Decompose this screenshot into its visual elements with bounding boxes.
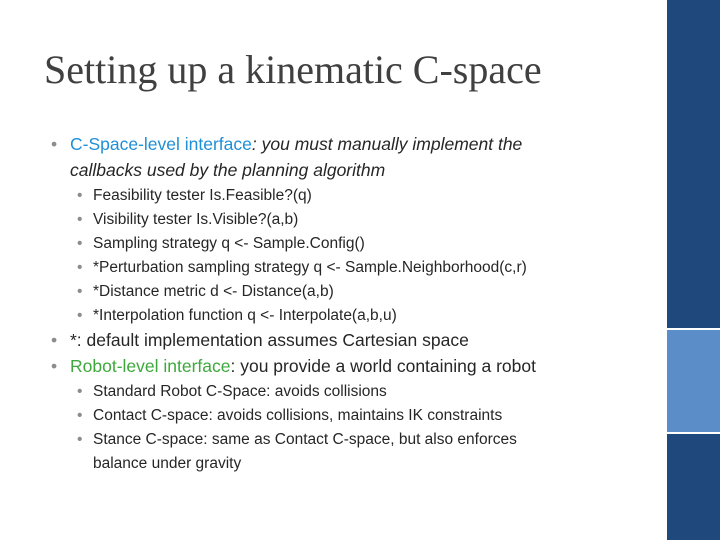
sub-bullet: • Feasibility tester Is.Feasible?(q): [93, 184, 312, 208]
bullet-dot: •: [51, 356, 58, 376]
bullet-dot: •: [51, 330, 58, 350]
bullet-continuation: callbacks used by the planning algorithm: [70, 160, 386, 180]
bullet-text: *: default implementation assumes Cartesian space: [70, 330, 469, 350]
bullet-dot: •: [77, 259, 83, 276]
sub-bullet-continuation: balance under gravity: [93, 455, 242, 472]
bullet-dot: •: [77, 383, 83, 400]
bullet-dot: •: [77, 283, 83, 300]
sub-bullet: • *Perturbation sampling strategy q <- Sample.Neighborhood(c,r): [93, 256, 527, 280]
bullet-default-impl: [51, 328, 469, 352]
sub-bullet: • Sampling strategy q <- Sample.Config(): [93, 232, 365, 256]
side-bar-divider: [667, 432, 720, 434]
bullet-dot: •: [77, 211, 83, 228]
side-bar-top: [667, 0, 720, 328]
bullet-lead: Robot-level interface: [70, 356, 231, 376]
bullet-robot-interface: [51, 354, 536, 378]
bullet-text: : you provide a world containing a robot: [230, 356, 536, 376]
slide-title: Setting up a kinematic C-space: [44, 47, 542, 92]
bullet-dot: •: [77, 235, 83, 252]
bullet-dot: •: [77, 407, 83, 424]
side-bar-middle: [667, 330, 720, 432]
sub-bullet: • Contact C-space: avoids collisions, maintains IK constraints: [93, 404, 502, 428]
side-bar-divider: [667, 328, 720, 330]
bullet-dot: •: [51, 134, 58, 154]
sub-bullet: • Stance C-space: same as Contact C-space, but also enforces: [93, 428, 517, 452]
bullet-lead: C-Space-level interface: [70, 134, 252, 154]
sub-bullet: • *Distance metric d <- Distance(a,b): [93, 280, 334, 304]
bullet-dot: •: [77, 307, 83, 324]
bullet-cspace-interface: [51, 132, 523, 156]
bullet-text: : you must manually implement the: [251, 134, 523, 154]
sub-bullet: • Standard Robot C-Space: avoids collisions: [93, 380, 387, 404]
side-bar-bottom: [667, 434, 720, 540]
bullet-dot: •: [77, 187, 83, 204]
sub-bullet: • Visibility tester Is.Visible?(a,b): [93, 208, 298, 232]
bullet-dot: •: [77, 431, 83, 448]
sub-bullet: • *Interpolation function q <- Interpolate(a,b,u): [93, 304, 397, 328]
